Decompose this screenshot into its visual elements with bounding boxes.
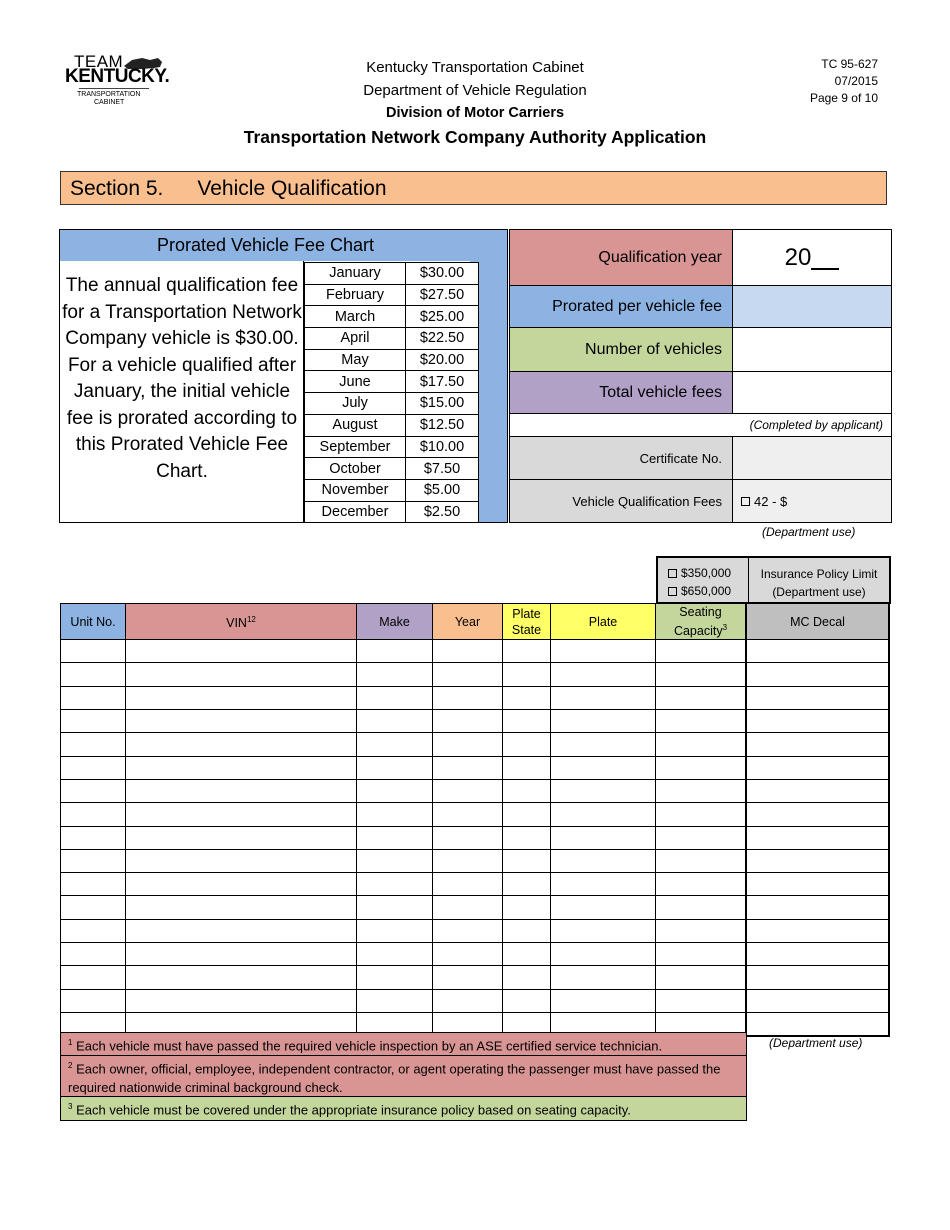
vehicle-unit-cell[interactable] [61, 989, 126, 1012]
month-fee: $30.00 [406, 263, 479, 285]
vehicle-plate-cell[interactable] [551, 663, 656, 686]
col-mc-decal: MC Decal [746, 604, 889, 640]
month-fee: $10.00 [406, 436, 479, 458]
vehicle-row [61, 989, 890, 1012]
insurance-650-checkbox[interactable] [668, 587, 677, 596]
fee-month-row [305, 479, 479, 501]
vehicle-plate-cell[interactable] [551, 803, 656, 826]
vehicle-unit-cell[interactable] [61, 919, 126, 942]
vehicle-unit-cell[interactable] [61, 710, 126, 733]
insurance-option-650: $650,000 [681, 584, 732, 598]
col-year: Year [433, 604, 503, 640]
logo-sub1: TRANSPORTATION [77, 91, 141, 98]
qualification-fees-field[interactable] [733, 480, 891, 522]
prorated-fee-field[interactable] [733, 286, 891, 327]
logo-sub2: CABINET [94, 99, 125, 106]
logo-kentucky-text: KENTUCKY. [65, 66, 170, 87]
fee-month-row [305, 458, 479, 480]
vehicle-year-cell[interactable] [433, 756, 503, 779]
vehicle-plate-cell[interactable] [551, 826, 656, 849]
insurance-sub-label: (Department use) [772, 585, 866, 599]
vehicle-mc-decal-cell[interactable] [746, 896, 889, 919]
vehicle-seating-capacity-cell[interactable] [656, 686, 747, 709]
vehicle-seating-capacity-cell[interactable] [656, 803, 747, 826]
vehicle-mc-decal-cell[interactable] [746, 803, 889, 826]
footnote-2: $^2$ Each owner, official, employee, independent contractor, or agent operating the passenger must have passed the required nationwide criminal background check. [60, 1055, 747, 1097]
vehicle-vin-cell[interactable] [126, 779, 357, 802]
vehicle-make-cell[interactable] [357, 849, 433, 872]
vehicle-seating-capacity-cell[interactable] [656, 873, 747, 896]
vehicle-year-cell[interactable] [433, 686, 503, 709]
insurance-350-checkbox[interactable] [668, 569, 677, 578]
vehicle-row [61, 710, 890, 733]
vehicle-make-cell[interactable] [357, 756, 433, 779]
vehicle-mc-decal-cell[interactable] [746, 733, 889, 756]
vehicle-make-cell[interactable] [357, 943, 433, 966]
qualification-year-row [509, 229, 892, 286]
insurance-box [656, 556, 891, 604]
month-fee: $17.50 [406, 371, 479, 393]
total-fees-label: Total vehicle fees [510, 372, 733, 413]
vehicle-vin-cell[interactable] [126, 966, 357, 989]
vehicle-plate-state-cell[interactable] [503, 966, 551, 989]
vehicle-plate-cell[interactable] [551, 849, 656, 872]
num-vehicles-field[interactable] [733, 328, 891, 371]
insurance-option-350: $350,000 [681, 566, 732, 580]
month-fee: $22.50 [406, 328, 479, 350]
footnote-3: $^3$ Each vehicle must be covered under the appropriate insurance policy based on seating capacity. [60, 1096, 747, 1121]
vehicle-mc-decal-cell[interactable] [746, 873, 889, 896]
month-name: February [305, 284, 406, 306]
vehicle-mc-decal-cell[interactable] [746, 779, 889, 802]
vehicle-make-cell[interactable] [357, 896, 433, 919]
mc-department-note: (Department use) [769, 1036, 863, 1050]
vehicle-plate-state-cell[interactable] [503, 710, 551, 733]
vehicle-make-cell[interactable] [357, 686, 433, 709]
vehicle-vin-cell[interactable] [126, 640, 357, 663]
vehicle-plate-cell[interactable] [551, 943, 656, 966]
form-info [810, 56, 878, 107]
vehicle-table [60, 603, 890, 1037]
vehicle-plate-state-cell[interactable] [503, 663, 551, 686]
vehicle-unit-cell[interactable] [61, 779, 126, 802]
vehicle-row [61, 640, 890, 663]
fee-month-row [305, 263, 479, 285]
qualification-fees-row [509, 479, 892, 523]
vehicle-plate-state-cell[interactable] [503, 756, 551, 779]
month-name: April [305, 328, 406, 350]
month-fee: $7.50 [406, 458, 479, 480]
month-name: June [305, 371, 406, 393]
vehicle-seating-capacity-cell[interactable] [656, 849, 747, 872]
col-seating-capacity: Seating Capacity$^3$ [656, 604, 747, 640]
qualification-year-label: Qualification year [510, 230, 733, 285]
vehicle-mc-decal-cell[interactable] [746, 826, 889, 849]
vehicle-make-cell[interactable] [357, 710, 433, 733]
logo-team-text: TEAM [74, 52, 124, 71]
vehicle-year-cell[interactable] [433, 873, 503, 896]
form-number: TC 95-627 [821, 57, 878, 71]
fee-month-table [304, 262, 479, 523]
vehicle-make-cell[interactable] [357, 663, 433, 686]
vehicle-plate-state-cell[interactable] [503, 919, 551, 942]
section-header [60, 171, 887, 205]
fees-value: 42 - $ [754, 493, 788, 509]
vehicle-plate-state-cell[interactable] [503, 896, 551, 919]
vehicle-year-cell[interactable] [433, 989, 503, 1012]
vehicle-plate-cell[interactable] [551, 756, 656, 779]
month-name: May [305, 349, 406, 371]
vehicle-vin-cell[interactable] [126, 919, 357, 942]
vehicle-make-cell[interactable] [357, 966, 433, 989]
qualification-year-prefix: 20 [784, 243, 812, 271]
vehicle-seating-capacity-cell[interactable] [656, 896, 747, 919]
vehicle-vin-cell[interactable] [126, 710, 357, 733]
month-name: September [305, 436, 406, 458]
vehicle-plate-cell[interactable] [551, 966, 656, 989]
vehicle-seating-capacity-cell[interactable] [656, 779, 747, 802]
vehicle-year-cell[interactable] [433, 919, 503, 942]
agency-name: Kentucky Transportation Cabinet [366, 59, 584, 76]
col-plate: Plate [551, 604, 656, 640]
month-fee: $5.00 [406, 479, 479, 501]
month-name: November [305, 479, 406, 501]
vehicle-make-cell[interactable] [357, 826, 433, 849]
vehicle-vin-cell[interactable] [126, 756, 357, 779]
fees-checkbox[interactable] [741, 497, 750, 506]
vehicle-row [61, 896, 890, 919]
vehicle-plate-state-cell[interactable] [503, 640, 551, 663]
vehicle-plate-state-cell[interactable] [503, 733, 551, 756]
vehicle-seating-capacity-cell[interactable] [656, 826, 747, 849]
month-name: October [305, 458, 406, 480]
section-number: Section 5. [70, 177, 164, 200]
vehicle-year-cell[interactable] [433, 710, 503, 733]
certificate-row [509, 436, 892, 480]
vehicle-year-cell[interactable] [433, 803, 503, 826]
vehicle-plate-cell[interactable] [551, 919, 656, 942]
vehicle-seating-capacity-cell[interactable] [656, 710, 747, 733]
month-fee: $25.00 [406, 306, 479, 328]
department-name: Department of Vehicle Regulation [363, 82, 587, 99]
vehicle-plate-cell[interactable] [551, 989, 656, 1012]
month-fee: $15.00 [406, 393, 479, 415]
prorated-fee-label: Prorated per vehicle fee [510, 286, 733, 327]
vehicle-unit-cell[interactable] [61, 733, 126, 756]
vehicle-mc-decal-cell[interactable] [746, 1012, 889, 1036]
vehicle-seating-capacity-cell[interactable] [656, 943, 747, 966]
vehicle-vin-cell[interactable] [126, 943, 357, 966]
vehicle-plate-cell[interactable] [551, 733, 656, 756]
vehicle-row [61, 966, 890, 989]
vehicle-plate-state-cell[interactable] [503, 779, 551, 802]
vehicle-make-cell[interactable] [357, 919, 433, 942]
vehicle-plate-state-cell[interactable] [503, 873, 551, 896]
vehicle-mc-decal-cell[interactable] [746, 710, 889, 733]
col-vin: VIN$^{12}$ [126, 604, 357, 640]
vehicle-seating-capacity-cell[interactable] [656, 733, 747, 756]
fee-month-row [305, 414, 479, 436]
vehicle-vin-cell[interactable] [126, 663, 357, 686]
vehicle-vin-cell[interactable] [126, 989, 357, 1012]
vehicle-unit-cell[interactable] [61, 663, 126, 686]
vehicle-year-cell[interactable] [433, 779, 503, 802]
form-title: Transportation Network Company Authority Application [243, 127, 707, 147]
fee-month-row [305, 436, 479, 458]
vehicle-vin-cell[interactable] [126, 826, 357, 849]
vehicle-row [61, 919, 890, 942]
vehicle-row [61, 826, 890, 849]
fee-chart-description: The annual qualification fee for a Transportation Network Company vehicle is $30.00. For a vehicle qualified after January, the initial vehicle fee is prorated according to this Prorated Vehicle Fee Chart. [62, 275, 302, 482]
vehicle-plate-cell[interactable] [551, 710, 656, 733]
vehicle-row [61, 873, 890, 896]
certificate-field[interactable] [733, 437, 891, 479]
section-title: Vehicle Qualification [197, 177, 387, 200]
vehicle-plate-state-cell[interactable] [503, 686, 551, 709]
vehicle-row [61, 779, 890, 802]
vehicle-vin-cell[interactable] [126, 873, 357, 896]
month-fee: $20.00 [406, 349, 479, 371]
vehicle-mc-decal-cell[interactable] [746, 756, 889, 779]
vehicle-make-cell[interactable] [357, 640, 433, 663]
vehicle-row [61, 663, 890, 686]
qualification-year-field[interactable] [733, 230, 891, 285]
vehicle-seating-capacity-cell[interactable] [656, 919, 747, 942]
vehicle-plate-state-cell[interactable] [503, 989, 551, 1012]
vehicle-unit-cell[interactable] [61, 896, 126, 919]
vehicle-mc-decal-cell[interactable] [746, 686, 889, 709]
vehicle-plate-state-cell[interactable] [503, 826, 551, 849]
vehicle-plate-cell[interactable] [551, 686, 656, 709]
vehicle-unit-cell[interactable] [61, 966, 126, 989]
insurance-label: Insurance Policy Limit [760, 567, 878, 581]
total-fees-field[interactable] [733, 372, 891, 413]
fee-month-row [305, 328, 479, 350]
fee-month-row [305, 349, 479, 371]
vehicle-row [61, 733, 890, 756]
footnote-1: $^1$ Each vehicle must have passed the required vehicle inspection by an ASE certified service technician. [60, 1032, 747, 1056]
col-unit-no: Unit No. [61, 604, 126, 640]
vehicle-row [61, 686, 890, 709]
vehicle-vin-cell[interactable] [126, 803, 357, 826]
vehicle-make-cell[interactable] [357, 779, 433, 802]
month-fee: $27.50 [406, 284, 479, 306]
fee-month-row [305, 306, 479, 328]
page-number: Page 9 of 10 [809, 91, 878, 105]
vehicle-seating-capacity-cell[interactable] [656, 989, 747, 1012]
vehicle-year-cell[interactable] [433, 943, 503, 966]
col-make: Make [357, 604, 433, 640]
vehicle-mc-decal-cell[interactable] [746, 989, 889, 1012]
vehicle-unit-cell[interactable] [61, 756, 126, 779]
vehicle-make-cell[interactable] [357, 989, 433, 1012]
month-name: July [305, 393, 406, 415]
qualification-fees-label: Vehicle Qualification Fees [510, 480, 733, 522]
vehicle-unit-cell[interactable] [61, 803, 126, 826]
prorated-fee-row [509, 285, 892, 328]
vehicle-unit-cell[interactable] [61, 943, 126, 966]
vehicle-row [61, 756, 890, 779]
vehicle-row [61, 943, 890, 966]
month-fee: $2.50 [406, 501, 479, 523]
num-vehicles-row [509, 327, 892, 372]
vehicle-mc-decal-cell[interactable] [746, 966, 889, 989]
vehicle-mc-decal-cell[interactable] [746, 919, 889, 942]
vehicle-make-cell[interactable] [357, 733, 433, 756]
form-date: 07/2015 [834, 74, 878, 88]
month-name: December [305, 501, 406, 523]
vehicle-unit-cell[interactable] [61, 826, 126, 849]
vehicle-plate-cell[interactable] [551, 640, 656, 663]
vehicle-mc-decal-cell[interactable] [746, 943, 889, 966]
vehicle-unit-cell[interactable] [61, 640, 126, 663]
vehicle-plate-cell[interactable] [551, 779, 656, 802]
vehicle-year-cell[interactable] [433, 896, 503, 919]
vehicle-row [61, 803, 890, 826]
col-plate-state: Plate State [503, 604, 551, 640]
vehicle-year-cell[interactable] [433, 663, 503, 686]
applicant-note: (Completed by applicant) [749, 417, 883, 432]
vehicle-row [61, 849, 890, 872]
vehicle-plate-state-cell[interactable] [503, 849, 551, 872]
applicant-note-row [509, 413, 892, 437]
vehicle-make-cell[interactable] [357, 803, 433, 826]
month-name: March [305, 306, 406, 328]
team-kentucky-logo [62, 52, 170, 112]
vehicle-unit-cell[interactable] [61, 686, 126, 709]
vehicle-plate-cell[interactable] [551, 896, 656, 919]
month-fee: $12.50 [406, 414, 479, 436]
vehicle-vin-cell[interactable] [126, 733, 357, 756]
department-note: (Department use) [762, 525, 856, 539]
fee-month-row [305, 284, 479, 306]
total-fees-row [509, 371, 892, 414]
vehicle-mc-decal-cell[interactable] [746, 640, 889, 663]
vehicle-year-cell[interactable] [433, 849, 503, 872]
vehicle-seating-capacity-cell[interactable] [656, 966, 747, 989]
vehicle-plate-state-cell[interactable] [503, 803, 551, 826]
vehicle-seating-capacity-cell[interactable] [656, 640, 747, 663]
fee-month-row [305, 393, 479, 415]
vehicle-plate-state-cell[interactable] [503, 943, 551, 966]
division-name: Division of Motor Carriers [385, 105, 565, 121]
vehicle-plate-cell[interactable] [551, 873, 656, 896]
vehicle-seating-capacity-cell[interactable] [656, 663, 747, 686]
vehicle-year-cell[interactable] [433, 733, 503, 756]
fee-month-row [305, 371, 479, 393]
vehicle-mc-decal-cell[interactable] [746, 849, 889, 872]
month-name: January [305, 263, 406, 285]
vehicle-year-cell[interactable] [433, 966, 503, 989]
certificate-label: Certificate No. [510, 437, 733, 479]
month-name: August [305, 414, 406, 436]
fee-month-row [305, 501, 479, 523]
vehicle-unit-cell[interactable] [61, 849, 126, 872]
vehicle-unit-cell[interactable] [61, 873, 126, 896]
fee-chart-title: Prorated Vehicle Fee Chart [60, 230, 471, 261]
vehicle-seating-capacity-cell[interactable] [656, 756, 747, 779]
vehicle-vin-cell[interactable] [126, 849, 357, 872]
vehicle-mc-decal-cell[interactable] [746, 663, 889, 686]
vehicle-year-cell[interactable] [433, 826, 503, 849]
num-vehicles-label: Number of vehicles [510, 328, 733, 371]
vehicle-vin-cell[interactable] [126, 686, 357, 709]
vehicle-year-cell[interactable] [433, 640, 503, 663]
vehicle-vin-cell[interactable] [126, 896, 357, 919]
vehicle-make-cell[interactable] [357, 873, 433, 896]
